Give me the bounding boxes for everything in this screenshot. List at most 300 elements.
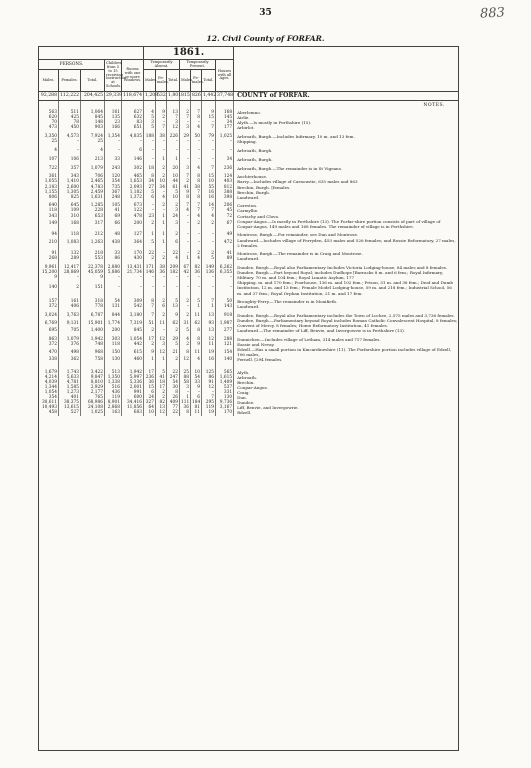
row-value: 38 [156,265,167,270]
row-value: 41 [105,208,122,213]
census-table [38,46,459,416]
row-value: 12 [180,357,191,362]
row-value: 68,986 [81,400,105,405]
row-value: 11 [191,410,202,415]
row-value: 11 [191,347,202,357]
row-value: 29 [167,337,180,342]
present-females-header: Fe-males. [191,70,202,92]
row-value: – [191,139,202,144]
row-value: 7 [202,125,216,130]
row-value: 5 [202,256,216,261]
row-value: 3 [156,342,167,347]
row-value: 4,781 [59,380,81,385]
row-value: 62 [167,318,180,328]
row-value: 5 [167,342,180,347]
county-total-value: 118,674 [122,92,144,101]
notes-heading: NOTES. [423,102,445,108]
row-value: 376 [59,342,81,347]
row-value: 16 [202,195,216,200]
row-value: 537 [216,385,234,390]
row-value: 248 [105,195,122,200]
present-total-header: Total. [202,70,216,92]
row-value: 2,868 [105,405,122,410]
males-header: Males. [39,70,59,92]
row-value: 146 [144,270,156,275]
row-value: 2,459 [81,190,105,195]
row-value: 184 [192,400,201,406]
absent-total-header: Total. [167,70,180,92]
row-value: – [180,275,191,280]
row-value: 4 [180,208,191,213]
row-value: 354 [39,395,59,400]
row-value: 94 [39,232,59,237]
row-value: 226 [167,134,180,139]
row-value: 1,263 [81,238,105,248]
row-value: 136 [202,270,216,275]
row-note: Montrose, Burgh.—For remainder, see Dun and Montrose. [237,232,359,238]
row-value: 7 [202,299,216,304]
row-value: 357 [59,166,81,171]
row-value: 182 [167,270,180,275]
row-value: 18 [156,380,167,385]
row-value: 3 [180,125,191,130]
row-value: 124 [216,174,234,179]
row-value: 9,961 [39,265,59,270]
row-value: 7 [180,115,191,120]
row-value: 91 [39,251,59,256]
row-value: 5,886 [105,270,122,275]
row-value: 107 [39,157,59,162]
row-value: 398 [216,195,234,200]
row-value: 1 [191,304,202,309]
row-value: 143 [216,304,234,309]
row-value: 1,987 [216,318,234,328]
row-value: 1,942 [122,370,144,375]
row-value: 470 [39,347,59,357]
row-value: 1,743 [59,370,81,375]
row-value: 3 [180,385,191,390]
row-value: 15 [202,174,216,179]
row-note: Dundee. [237,400,255,406]
row-value: 28,869 [59,270,81,275]
row-value: 2 [167,357,180,362]
row-value: 478 [122,214,144,219]
row-value: 7 [191,190,202,195]
row-value: 1 [144,357,156,362]
row-value: 705 [59,328,81,333]
row-value: 1,305 [59,190,81,195]
row-value: 168 [216,110,234,115]
row-value: 1,155 [39,190,59,195]
row-value: – [105,148,122,153]
row-value: – [144,203,156,208]
row-value: 318 [81,299,105,304]
row-value: – [105,139,122,144]
row-value: 1,354 [105,134,122,139]
row-value: 438 [105,238,122,248]
row-value: 2 [191,219,202,229]
row-value: 343 [59,174,81,179]
row-value: 30,611 [39,400,59,405]
row-value: – [144,208,156,213]
row-value: 22 [167,251,180,256]
row-value: 5 [144,125,156,130]
row-value: 288 [216,337,234,342]
row-value: 228 [81,208,105,213]
row-value: 620 [39,115,59,120]
row-value: 29 [180,134,191,139]
row-value: 1,372 [122,195,144,200]
row-value: 8,901 [105,400,122,405]
row-note: Rdzell. [237,410,252,416]
row-value: 119 [202,405,216,410]
row-value: 132 [59,251,81,256]
row-value: 12 [156,337,167,342]
row-value: 91 [202,380,216,385]
row-value: 991 [122,390,144,395]
row-note: Broughty-Ferry.—The remainder is in Monifieth. [237,299,338,305]
row-value: 4 [191,214,202,219]
row-value: 2 [167,203,180,208]
row-value: 13,431 [122,265,144,270]
row-value: 472 [216,238,234,248]
row-value: 2 [144,256,156,261]
row-value: 460 [122,357,144,362]
row-value: 2 [156,390,167,395]
row-value: 295 [202,400,216,405]
row-value: 69 [105,214,122,219]
row-value: 88 [180,375,191,380]
row-value: – [202,275,216,280]
row-value: 33 [191,380,202,385]
row-value: 361 [39,174,59,179]
row-value: – [167,275,180,280]
row-value: 2 [144,328,156,333]
row-value: 25 [39,139,59,144]
row-value: 1,585 [59,385,81,390]
total-header: Total. [81,70,105,92]
row-value: 4 [191,357,202,362]
row-value: 401 [59,395,81,400]
row-value: 1 [156,214,167,219]
row-value: 372 [39,342,59,347]
row-note: Dundee, Burgh.—Royal also Parliamentary Includes Victoria Lodging-house, 84 males and 8 females. [237,265,448,271]
row-note: Cortachy and Clova. [237,213,280,219]
row-value: 4 [144,110,156,115]
row-value: 19 [202,347,216,357]
row-value: 1,064 [81,110,105,115]
row-value: 7 [156,125,167,130]
row-value: 72 [216,214,234,219]
row-value: 149 [202,265,216,270]
row-value: – [144,139,156,144]
row-value: 354 [105,179,122,184]
row-value: 372 [39,304,59,309]
row-value: 45 [216,208,234,213]
row-value: 903 [81,125,105,130]
row-value: 200 [122,219,144,229]
row-value: 3,350 [39,134,59,139]
row-value: 10 [191,370,202,375]
row-value: 2,093 [122,185,144,190]
row-value: 45,059 [81,270,105,275]
row-value: 645 [59,203,81,208]
row-value: 1,615 [216,375,234,380]
row-value: 2,929 [81,385,105,390]
row-value: 36 [180,405,191,410]
row-value: 5,336 [122,380,144,385]
page-number: 35 [259,8,272,18]
table-row [39,328,460,333]
row-value: – [180,214,191,219]
row-value: 1 [156,357,167,362]
row-value: 8 [191,179,202,184]
row-value: 4 [191,256,202,261]
row-value: – [202,148,216,153]
row-value: 309 [122,299,144,304]
row-value: 23 [105,120,122,125]
row-note: Fernell. [294 females. [237,357,283,363]
row-value: 1,083 [59,238,81,248]
row-value: 2 [59,280,81,295]
row-value: 177 [216,125,234,130]
row-note: Aberlemno. [237,110,261,115]
row-value: 10 [144,410,156,415]
row-value: 34 [216,157,234,162]
row-value: 13 [167,304,180,309]
row-value: 844 [105,313,122,318]
row-value: – [202,238,216,248]
row-value: 15 [144,385,156,390]
row-value: 327 [144,400,156,405]
row-note: Craig. [237,390,250,396]
row-value: 2 [180,342,191,347]
row-value: 22 [144,251,156,256]
row-value: 825 [59,195,81,200]
row-value: – [122,275,144,280]
row-value: – [105,280,122,295]
row-value: 3 [167,208,180,213]
row-value: 513 [105,370,122,375]
row-value: – [202,390,216,395]
row-note: Landward.—The remainder of Liff, Benvie, and Invergowrie is in Perthshire (13). [237,328,406,334]
row-note: Auchterhouse. [237,174,268,180]
row-note: Arbirlot. [237,125,255,131]
row-value: 131 [105,304,122,309]
row-value: 168 [59,219,81,229]
row-value: 1,653 [122,179,144,184]
row-value: 243 [105,166,122,171]
row-value: 8 [144,299,156,304]
row-note: Alyth.—Is mostly in Perthshire (15). [237,120,312,126]
row-note: Arbroath, Burgh. [237,147,273,153]
row-value: 442 [122,342,144,347]
row-value: 3,763 [59,313,81,318]
row-value: 1,054 [39,390,59,395]
county-label: COUNTY of FORFAR. [234,92,459,101]
row-value: 4 [202,214,216,219]
row-value: 9 [180,190,191,195]
row-value: 22,378 [81,265,105,270]
row-value: 140 [216,357,234,362]
persons-header: PERSONS. [39,60,105,70]
row-value: 11 [202,342,216,347]
row-value: 2,465 [81,179,105,184]
row-value: 200 [105,328,122,333]
row-note: Arbroath, Burgh.—Includes Infirmary, 10 m. and 13 fem. [237,133,355,139]
row-value: – [156,280,167,295]
row-value: 171 [144,265,156,270]
row-value: 5 [144,190,156,195]
row-value: 247 [167,375,180,380]
row-value: 150 [105,347,122,357]
row-value: 7 [144,304,156,309]
temp-present-header: Temporarily Present. [180,60,216,70]
row-value: 25 [180,370,191,375]
row-value: 8 [144,174,156,179]
row-value: – [180,251,191,256]
row-value: 82 [156,400,167,405]
row-value: 331 [216,390,234,395]
row-value: 9 [167,313,180,318]
row-value: 9 [39,275,59,280]
row-note: Coupar-Angus. [237,385,268,391]
row-value: 845 [81,115,105,120]
row-note: Landward. [237,194,260,200]
row-value: – [216,275,234,280]
row-value: 21 [167,347,180,357]
row-value: 651 [122,125,144,130]
row-value: 8 [180,347,191,357]
row-value: 1,344 [39,385,59,390]
row-value: 2 [156,313,167,318]
county-total-value: 1,801 [167,92,180,101]
row-value: 10 [167,195,180,200]
row-value: 1 [156,238,167,248]
row-value: 2,177 [81,390,105,395]
row-value: 2,880 [105,265,122,270]
row-note: Dundee, Burgh.—Royal also Parliamentary includes the Town of Lochee, 2,575 males and 3,736 females. [237,313,455,319]
row-value: 66 [105,219,122,229]
row-value: 86 [105,256,122,261]
row-note: Shipping. [237,139,257,145]
row-value: 9,736 [216,400,234,405]
row-value: 2 [156,395,167,400]
row-note: Alyth. [237,370,250,376]
row-value: 130 [105,357,122,362]
row-value: 106 [59,157,81,162]
row-value: 10 [202,179,216,184]
row-value: 209 [167,265,180,270]
row-value: – [156,208,167,213]
row-value: 2 [180,179,191,184]
row-value: 9,847 [81,375,105,380]
row-value: 67 [216,219,234,229]
row-value: 8 [180,410,191,415]
row-value: – [216,139,234,144]
row-note: Liff, Benvie, and Invergowrie. [237,405,299,411]
row-value: 34 [216,120,234,125]
row-value: 7 [202,395,216,400]
row-value: 5,997 [122,375,144,380]
table-row [39,238,460,248]
row-value: 4 [156,195,167,200]
row-value: 4,573 [59,134,81,139]
row-value: 683 [122,410,144,415]
row-value: – [180,148,191,153]
row-value: 151 [81,280,105,295]
row-value: 12 [202,385,216,390]
row-value: 163 [105,410,122,415]
row-value: 1,774 [105,318,122,328]
row-value: 41 [216,251,234,256]
row-value: 157 [39,299,59,304]
row-value: 1,273 [59,390,81,395]
row-value: 24 [144,395,156,400]
row-value: 1 [156,232,167,237]
row-value: 1 [202,304,216,309]
row-value: – [59,148,81,153]
row-value: 2 [156,115,167,120]
table-row [39,219,460,229]
row-value: 6 [144,390,156,395]
row-value: 553 [81,256,105,261]
row-value: 36 [144,380,156,385]
row-value: 5 [167,190,180,195]
row-value: 55 [202,185,216,190]
row-value: 9 [191,385,202,390]
row-value: 10 [167,174,180,179]
row-value: 135 [105,115,122,120]
row-value: – [180,280,191,295]
row-value: 11,856 [122,405,144,410]
row-value: – [180,232,191,237]
row-value: 51 [144,318,156,328]
row-value: – [59,139,81,144]
row-value: 12,417 [59,265,81,270]
row-value: 34 [156,185,167,190]
row-value: 25 [81,139,105,144]
row-value: 458 [39,410,59,415]
row-note: Shipping. m. and 170 fem.; Poorhouse, 136 m. and 102 fem.; Prison, 51 m. and 38 fem.; Deaf and Dumb Institution, 12 m. and 13 fem.; Female Model Lodging-house, 59 m. and 218 fem.; Industrial School, 56 m. and 37 fem.; Royal Orphan Institution, 21 m. and 17 fem. [237,280,454,296]
row-value: 105 [105,203,122,208]
row-value: 1,055 [39,179,59,184]
row-value: 14 [202,203,216,208]
row-note: Dundee, Burgh.—Part beyond Royal; includes Dudhope [Barracks 8 m. and 6 fem.; Royal Infirmary, [237,270,444,276]
row-note: Barry.—Includes village of Carnoustie, 635 males and 863 [237,179,358,185]
row-value: 812 [216,185,234,190]
row-value: 4,214 [39,375,59,380]
row-value: 17 [156,385,167,390]
row-value: 695 [39,328,59,333]
row-value: 1,338 [105,380,122,385]
row-value: 15 [202,115,216,120]
row-value: 206 [216,203,234,208]
row-value: 6,262 [216,265,234,270]
row-value: 632 [122,115,144,120]
row-value: 640 [39,203,59,208]
row-value: – [180,139,191,144]
row-value: 54 [105,299,122,304]
row-value: – [191,280,202,295]
row-value: – [156,139,167,144]
notes-heading-row [39,101,460,111]
row-value: 210 [39,238,59,248]
row-value: 7 [191,203,202,208]
row-value: 218 [81,251,105,256]
row-value: 146 [122,157,144,162]
row-value: 2 [180,110,191,115]
